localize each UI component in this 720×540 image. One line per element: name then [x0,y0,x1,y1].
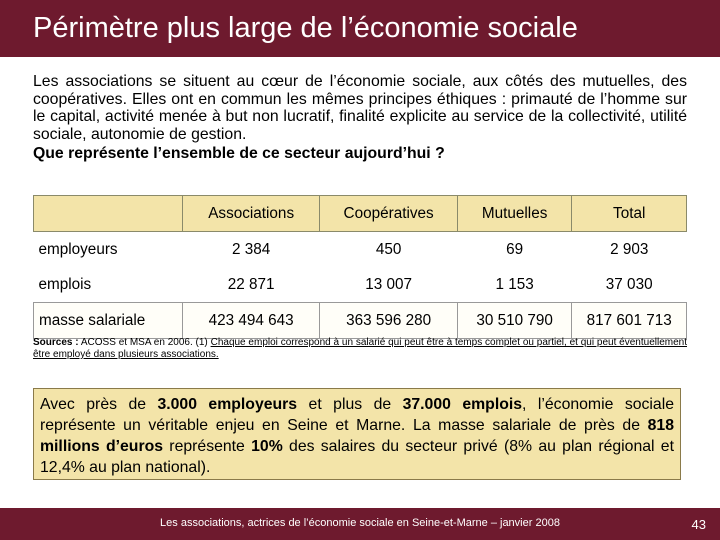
intro-text [33,73,687,163]
table-cell: 2 384 [232,240,271,258]
table-cell: 22 871 [227,275,275,293]
summary-box [33,388,681,480]
table-row [34,267,687,303]
table-cell: 13 007 [365,275,413,293]
summary-text: et plus de [297,396,403,413]
table-header-cell: Associations [182,196,319,232]
sources-footnote: Chaque emploi correspond à un salarié qui peut être à temps complet ou partiel, et qui peut éventuellement être employé dans plusieurs associations. [33,337,687,360]
summary-text: Avec près de [40,396,158,413]
table-row [34,232,687,268]
stats-table [33,195,687,339]
table-header-cell [34,196,183,232]
page-title: Périmètre plus large de l’économie sociale [33,12,578,44]
summary-highlight: 3.000 employeurs [157,396,298,413]
table-cell: 423 494 643 [182,303,319,339]
page-number: 43 [691,517,706,532]
sources-text: ACOSS et MSA en 2006. (1) [80,337,208,348]
table-header-cell: Mutuelles [457,196,572,232]
summary-highlight: 818 millions d’euros [40,417,674,455]
table-cell: 2 903 [610,240,649,258]
row-label: masse salariale [34,303,183,339]
table-cell: 1 153 [495,275,534,293]
table-cell: 363 596 280 [320,303,457,339]
table-cell: 69 [506,240,524,258]
title-bar [0,0,720,57]
footer-bar [0,508,720,540]
intro-question: Que représente l’ensemble de ce secteur aujourd’hui ? [33,145,445,162]
table-header-cell: Coopératives [320,196,457,232]
intro-paragraph: Les associations se situent au cœur de l’économie sociale, aux côtés des mutuelles, des coopératives. Elles ont en commun les mêmes principes éthiques : primauté de l’homme sur le capital, activité menée à but non lucratif, finalité explicite au service de la collectivité, utilité sociale, autonomie de gestion. [33,73,687,143]
table-header-row [34,196,687,232]
sources-label: Sources : [33,337,79,348]
summary-highlight: 37.000 emplois [402,396,523,413]
table-cell: 30 510 790 [457,303,572,339]
summary-text: , l’économie sociale représente un véritable enjeu en Seine et Marne. La masse salariale de près de [40,396,674,434]
table-cell: 37 030 [605,275,653,293]
row-label: emplois [38,275,92,293]
footer-text: Les associations, actrices de l’économie sociale en Seine-et-Marne – janvier 2008 [160,517,560,529]
table-header-cell: Total [572,196,687,232]
summary-text: représente [163,438,252,455]
summary-highlight: 10% [251,438,283,455]
summary-text: des salaires du secteur privé (8% au plan régional et 12,4% au plan national). [40,438,674,476]
table-cell: 817 601 713 [572,303,687,339]
row-label: employeurs [38,240,118,258]
sources-note [33,337,687,361]
table-row [34,303,687,339]
table-cell: 450 [375,240,402,258]
